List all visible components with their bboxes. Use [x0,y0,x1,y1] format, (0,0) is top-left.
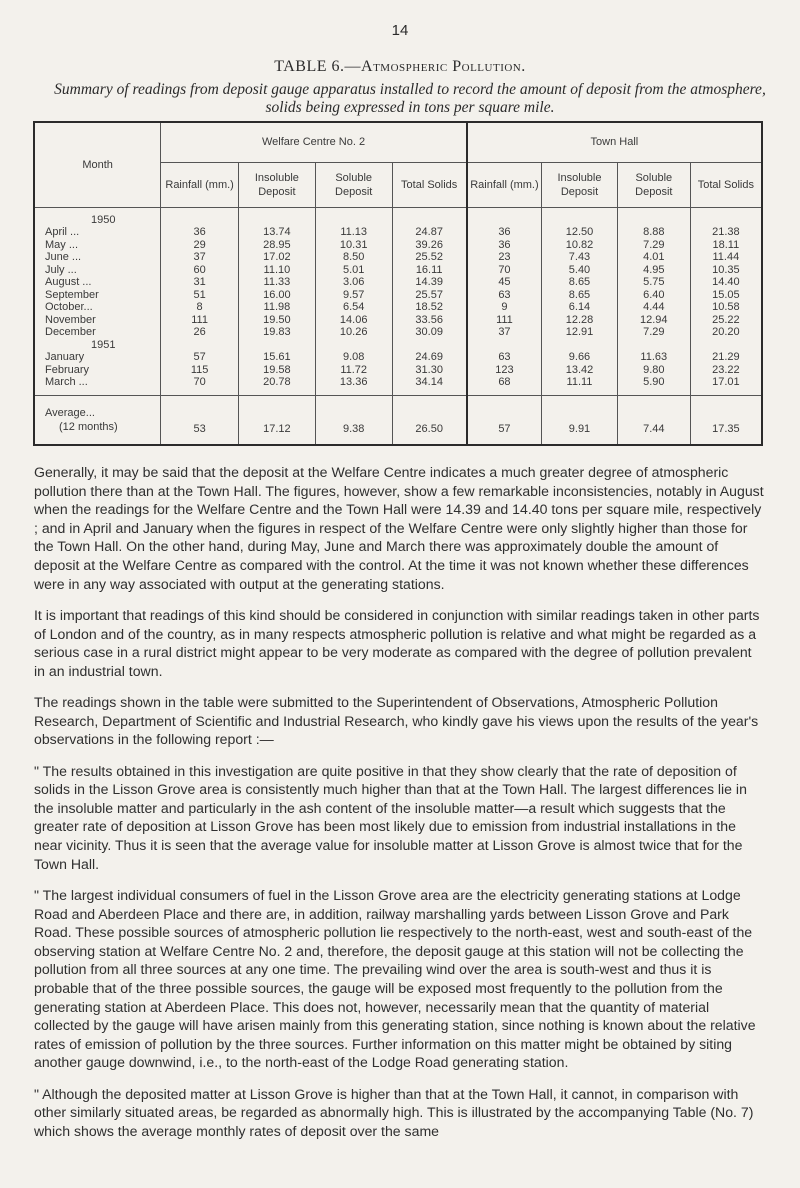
value-cell: 7.29 [617,326,690,339]
value-cell: 6.40 [617,289,690,302]
value-cell: 11.13 [315,226,392,239]
table-row [34,351,762,364]
value-cell: 19.58 [238,364,315,377]
value-cell: 29 [161,239,239,252]
value-cell: 20.20 [690,326,762,339]
value-cell: 9.08 [315,351,392,364]
table-row [34,251,762,264]
value-cell: 11.44 [690,251,762,264]
month-cell: June ... [45,251,82,263]
value-cell: 63 [467,351,542,364]
average-value: 26.50 [392,395,467,445]
value-cell: 3.06 [315,276,392,289]
year-label: 1951 [91,338,116,351]
value-cell: 16.11 [392,264,467,277]
month-cell: January [45,351,85,363]
paragraph: " The largest individual consumers of fuel in the Lisson Grove area are the electricity generating stations at Lodge Road and Aberdeen Place and there are, in addition, railway marshalling yards between Lisson Grove and Park Road. These possible sources of atmospheric pollution lie respectively to the north-east, west and south-east of the observing station at Welfare Centre No. 2 and, therefore, the deposit gauge at this station will not be collecting the pollution from all three sources at any one time. The prevailing wind over the area is south-west and thus it is probable that of the three possible sources, the gauge will be exposed most frequently to the pollution from the generating station at Aberdeen Place. This does not, however, necessarily mean that the quantity of material collected by the gauge will have arisen mainly from this generating station, since nothing is known about the relative rates of emission of pollution by the three sources. Further information on this matter might be obtained by siting another gauge downwind, i.e., to the north-east of the Lodge Road generating station. [34,887,756,1071]
value-cell: 15.61 [238,351,315,364]
table-caption: Summary of readings from deposit gauge apparatus installed to record the amount of deposit from the atmosphere, solids being expressed in tons per square mile. [54,81,766,116]
average-sublabel: (12 months) [59,420,118,433]
average-row [34,395,762,445]
value-cell: 70 [467,264,542,277]
paragraph: Generally, it may be said that the deposit at the Welfare Centre indicates a much greater degree of atmospheric pollution there than at the Town Hall. The figures, however, show a few remarkable inconsistencies, notably in August when the readings for the Welfare Centre and the Town Hall were 14.39 and 14.40 tons per square mile, respectively ; and in April and January when the figures in respect of the Welfare Centre were only slightly higher than those for the Town Hall. On the other hand, during May, June and March there was approximately double the amount of deposit at the Welfare Centre as compared with the control. At the time it was not known whether these differences were in any way associated with output at the generating stations. [34,464,764,592]
year-label: 1950 [91,213,116,226]
value-cell: 5.01 [315,264,392,277]
average-value: 57 [467,395,542,445]
value-cell: 11.63 [617,351,690,364]
value-cell: 51 [161,289,239,302]
value-cell: 9.66 [542,351,618,364]
table-row [34,326,762,339]
month-cell: March ... [45,376,88,388]
table-row [34,314,762,327]
table-title [0,58,800,76]
value-cell: 9 [467,301,542,314]
value-cell: 10.31 [315,239,392,252]
average-value: 17.12 [238,395,315,445]
value-cell: 6.54 [315,301,392,314]
column-header: Rainfall (mm.) [161,162,239,207]
value-cell: 60 [161,264,239,277]
value-cell: 10.82 [542,239,618,252]
value-cell: 13.42 [542,364,618,377]
value-cell: 9.57 [315,289,392,302]
value-cell: 5.40 [542,264,618,277]
value-cell: 31 [161,276,239,289]
value-cell: 45 [467,276,542,289]
value-cell: 17.01 [690,376,762,389]
table-row [34,364,762,377]
value-cell: 11.10 [238,264,315,277]
group-header-welfare: Welfare Centre No. 2 [161,122,467,162]
value-cell: 13.74 [238,226,315,239]
paragraph: " The results obtained in this investigation are quite positive in that they show clearly that the rate of deposition of solids in the Lisson Grove area is consistently much higher than that at the Town Hall. The largest differences lie in the insoluble matter and particularly in the ash content of the insoluble matter—a result which suggests that the greater rate of deposition at Lisson Grove has been most likely due to emission from industrial installations in the near vicinity. Thus it is seen that the average value for insoluble matter at Lisson Grove is almost twice that for the Town Hall. [34,762,747,872]
value-cell: 57 [161,351,239,364]
value-cell: 13.36 [315,376,392,389]
value-cell: 26 [161,326,239,339]
body-text [34,463,766,1153]
value-cell: 11.98 [238,301,315,314]
value-cell: 10.58 [690,301,762,314]
value-cell: 8.50 [315,251,392,264]
month-cell: May ... [45,238,79,251]
value-cell: 8.65 [542,276,618,289]
value-cell: 19.50 [238,314,315,327]
value-cell: 20.78 [238,376,315,389]
month-cell: August ... [45,276,92,288]
table-row [34,264,762,277]
column-header: Insoluble Deposit [238,162,315,207]
value-cell: 63 [467,289,542,302]
value-cell: 8.65 [542,289,618,302]
paragraph: It is important that readings of this kind should be considered in conjunction with similar readings taken in other parts of London and of the country, as in many respects atmospheric pollution is relative and what might be regarded as a serious case in a rural district might appear to be very moderate as compared with the degree of pollution prevalent in an industrial town. [34,606,760,679]
table-row [34,226,762,239]
value-cell: 28.95 [238,239,315,252]
value-cell: 70 [161,376,239,389]
group-header-row [34,122,762,162]
value-cell: 21.38 [690,226,762,239]
value-cell: 11.33 [238,276,315,289]
average-label [34,395,161,445]
value-cell: 23 [467,251,542,264]
value-cell: 4.01 [617,251,690,264]
value-cell: 4.44 [617,301,690,314]
value-cell: 15.05 [690,289,762,302]
value-cell: 14.39 [392,276,467,289]
month-cell: September [45,288,99,301]
table-row [34,376,762,389]
average-value: 7.44 [617,395,690,445]
value-cell: 34.14 [392,376,467,389]
value-cell: 111 [467,314,542,327]
value-cell: 37 [467,326,542,339]
value-cell: 37 [161,251,239,264]
value-cell: 6.14 [542,301,618,314]
value-cell: 11.72 [315,364,392,377]
column-header: Rainfall (mm.) [467,162,542,207]
value-cell: 14.06 [315,314,392,327]
table-row [34,301,762,314]
table-title-text: Atmospheric Pollution. [361,58,526,75]
value-cell: 25.57 [392,289,467,302]
value-cell: 36 [161,226,239,239]
value-cell: 68 [467,376,542,389]
table-row [34,276,762,289]
month-cell: October... [45,301,93,313]
average-value: 17.35 [690,395,762,445]
table-row [34,239,762,252]
month-cell: February [45,363,90,376]
value-cell: 8 [161,301,239,314]
value-cell: 5.75 [617,276,690,289]
value-cell: 36 [467,226,542,239]
value-cell: 11.11 [542,376,618,389]
month-cell: July ... [45,263,77,276]
average-value: 53 [161,395,239,445]
value-cell: 25.52 [392,251,467,264]
group-header-town-hall: Town Hall [467,122,762,162]
value-cell: 25.22 [690,314,762,327]
month-cell: November [45,313,96,326]
page-number: 14 [391,22,409,39]
value-cell: 31.30 [392,364,467,377]
year-row [34,339,762,352]
average-value: 9.91 [542,395,618,445]
value-cell: 10.35 [690,264,762,277]
average-label-line: Average... [45,406,95,419]
value-cell: 10.26 [315,326,392,339]
value-cell: 14.40 [690,276,762,289]
value-cell: 24.87 [392,226,467,239]
value-cell: 24.69 [392,351,467,364]
value-cell: 12.91 [542,326,618,339]
value-cell: 111 [161,314,239,327]
value-cell: 12.94 [617,314,690,327]
value-cell: 5.90 [617,376,690,389]
table-row [34,289,762,302]
value-cell: 8.88 [617,226,690,239]
paragraph: The readings shown in the table were submitted to the Superintendent of Observations, Atmospheric Pollution Research, Department of Scientific and Industrial Research, who kindly gave his views upon the results of the year's observations in the following report :— [34,694,759,748]
value-cell: 21.29 [690,351,762,364]
value-cell: 23.22 [690,364,762,377]
paragraph: " Although the deposited matter at Lisson Grove is higher than that at the Town Hall, it cannot, in comparison with other similarly situated areas, be regarded as abnormally high. This is illustrated by the accompanying Table (No. 7) which shows the average monthly rates of deposit over the same [34,1085,754,1139]
column-header: Total Solids [690,162,762,207]
value-cell: 12.28 [542,314,618,327]
value-cell: 18.11 [690,239,762,252]
pollution-table [33,121,763,446]
column-header: Total Solids [392,162,467,207]
value-cell: 17.02 [238,251,315,264]
value-cell: 7.29 [617,239,690,252]
table-body [34,207,762,445]
month-header: Month [34,122,161,207]
average-value: 9.38 [315,395,392,445]
value-cell: 30.09 [392,326,467,339]
month-cell: April ... [45,226,80,238]
value-cell: 4.95 [617,264,690,277]
value-cell: 18.52 [392,301,467,314]
table-title-prefix: TABLE 6.— [274,58,362,75]
value-cell: 7.43 [542,251,618,264]
value-cell: 39.26 [392,239,467,252]
column-header: Insoluble Deposit [542,162,618,207]
column-header: Soluble Deposit [617,162,690,207]
value-cell: 33.56 [392,314,467,327]
value-cell: 36 [467,239,542,252]
value-cell: 115 [161,364,239,377]
value-cell: 9.80 [617,364,690,377]
value-cell: 16.00 [238,289,315,302]
value-cell: 123 [467,364,542,377]
value-cell: 12.50 [542,226,618,239]
month-cell: December [45,326,96,338]
column-header: Soluble Deposit [315,162,392,207]
value-cell: 19.83 [238,326,315,339]
year-row [34,214,762,227]
